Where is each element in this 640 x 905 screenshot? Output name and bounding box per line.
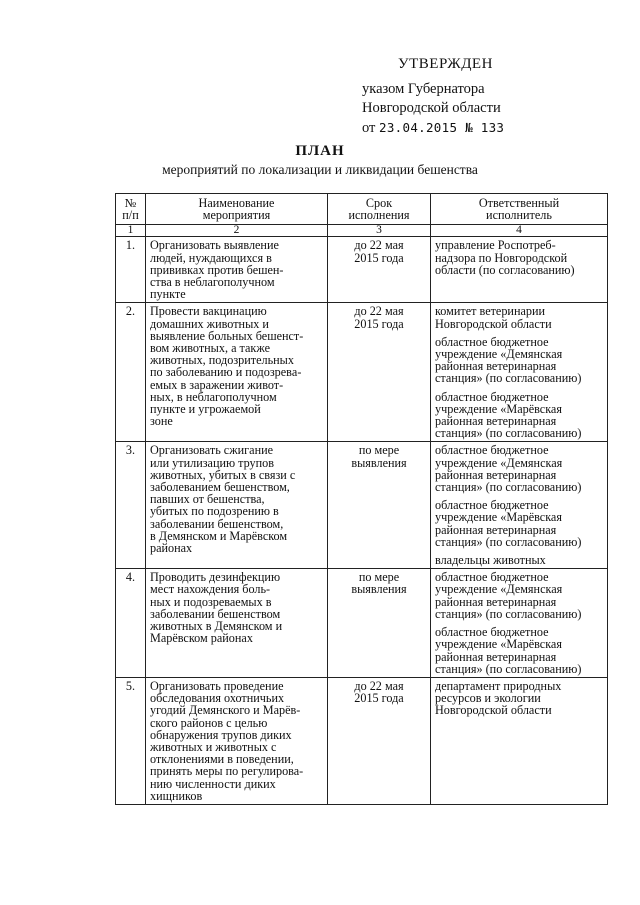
header-term: Срок исполнения — [328, 194, 431, 225]
row-action: Организовать проведение обследования охотничьих угодий Демянского и Марёв- ского районов с целью обнаружения трупов диких животных и животных с отклонениями в поведении, принять меры по регулирова- нию численности диких хищников — [146, 677, 328, 804]
approval-heading: УТВЕРЖДЕН — [398, 56, 493, 72]
row-term: по мере выявления — [328, 442, 431, 569]
column-number: 2 — [146, 225, 328, 237]
approval-line-2: Новгородской области — [362, 100, 501, 116]
table-row — [116, 677, 608, 804]
header-responsible: Ответственный исполнитель — [431, 194, 608, 225]
document-title: ПЛАН — [295, 143, 345, 159]
table-header-row — [116, 194, 608, 225]
row-term: до 22 мая 2015 года — [328, 677, 431, 804]
row-responsible — [431, 569, 608, 678]
row-responsible — [431, 303, 608, 442]
responsible-entry: областное бюджетное учреждение «Марёвская районная ветеринарная станция» (по согласованию) — [435, 625, 582, 676]
row-action: Организовать выявление людей, нуждающихся в прививках против бешен- ства в неблагополучном пункте — [146, 237, 328, 303]
row-action: Проводить дезинфекцию мест нахождения боль- ных и подозреваемых в заболевании бешенством животных в Демянском и Марёвском районах — [146, 569, 328, 678]
row-number: 2. — [116, 303, 146, 442]
row-number: 1. — [116, 237, 146, 303]
responsible-entry: областное бюджетное учреждение «Демянская районная ветеринарная станция» (по согласованию) — [435, 443, 582, 495]
row-responsible — [431, 237, 608, 303]
approval-date-number: 23.04.2015 № 133 — [379, 120, 505, 135]
row-term: до 22 мая 2015 года — [328, 237, 431, 303]
column-number: 4 — [431, 225, 608, 237]
row-number: 5. — [116, 677, 146, 804]
responsible-entry: управление Роспотреб- надзора по Новгородской области (по согласованию) — [435, 238, 575, 277]
table-row — [116, 569, 608, 678]
approval-line-1: указом Губернатора — [362, 81, 485, 97]
row-term: по мере выявления — [328, 569, 431, 678]
table-row — [116, 303, 608, 442]
responsible-entry: областное бюджетное учреждение «Демянская районная ветеринарная станция» (по согласованию) — [435, 334, 582, 386]
column-number: 3 — [328, 225, 431, 237]
row-term: до 22 мая 2015 года — [328, 303, 431, 442]
row-number: 4. — [116, 569, 146, 678]
header-number: № п/п — [116, 194, 146, 225]
responsible-entry: областное бюджетное учреждение «Марёвская районная ветеринарная станция» (по согласованию) — [435, 498, 582, 549]
responsible-entry: владельцы животных — [435, 553, 546, 568]
responsible-entry: областное бюджетное учреждение «Демянская районная ветеринарная станция» (по согласованию) — [435, 570, 582, 621]
row-responsible — [431, 677, 608, 804]
responsible-entry: областное бюджетное учреждение «Марёвская районная ветеринарная станция» (по согласованию) — [435, 389, 582, 441]
table-column-numbers-row — [116, 225, 608, 237]
table-row — [116, 237, 608, 303]
responsible-entry: комитет ветеринарии Новгородской области — [435, 304, 552, 331]
document-subtitle: мероприятий по локализации и ликвидации бешенства — [162, 162, 478, 177]
approval-date-prefix: от — [362, 120, 376, 136]
approval-date-line — [362, 118, 504, 138]
row-number: 3. — [116, 442, 146, 569]
responsible-entry: департамент природных ресурсов и экологии Новгородской области — [435, 678, 562, 718]
row-responsible — [431, 442, 608, 569]
approval-block — [362, 55, 504, 138]
column-number: 1 — [116, 225, 146, 237]
row-action: Провести вакцинацию домашних животных и выявление больных бешенст- вом животных, а также животных, подозрительных по заболеванию и подозревa- емых в заражении живот- ных, в неблагополучном пункте и угрожаемой зоне — [146, 303, 328, 442]
plan-table — [115, 193, 608, 805]
row-action: Организовать сжигание или утилизацию трупов животных, убитых в связи с заболеванием бешенством, павших от бешенства, убитых по подозрению в заболевании бешенством, в Демянском и Марёвском районах — [146, 442, 328, 569]
table-row — [116, 442, 608, 569]
header-action: Наименование мероприятия — [146, 194, 328, 225]
